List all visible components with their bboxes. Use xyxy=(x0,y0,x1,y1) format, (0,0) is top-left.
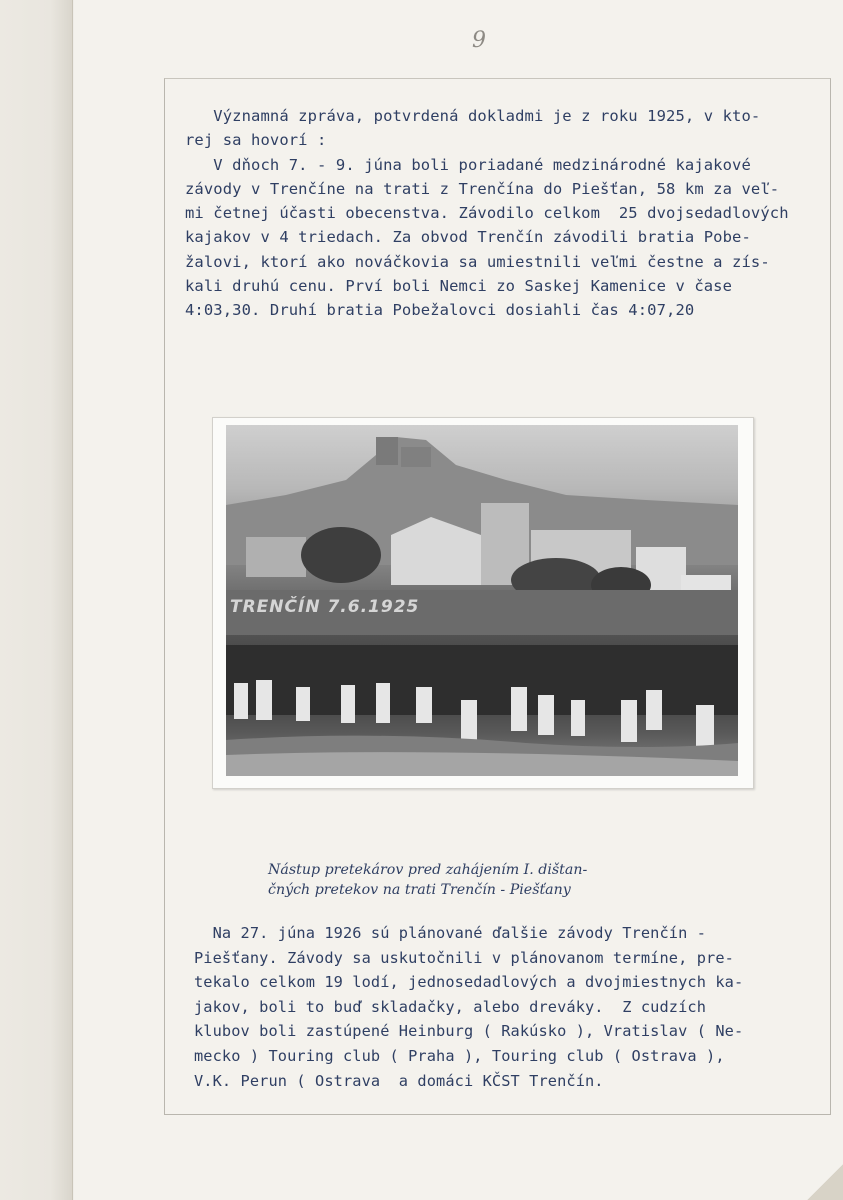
text-line: kali druhú cenu. Prví boli Nemci zo Saskej Kamenice v čase xyxy=(185,277,733,296)
text-line: Piešťany. Závody sa uskutočnili v plánovanom termíne, pre- xyxy=(194,948,734,967)
page-corner-tear xyxy=(807,1164,843,1200)
caption-line: čných pretekov na trati Trenčín - Piešťany xyxy=(268,882,571,898)
photo-caption xyxy=(268,860,688,900)
text-line: rej sa hovorí : xyxy=(185,131,327,150)
text-line: klubov boli zastúpené Heinburg ( Rakúsko ), Vratislav ( Ne- xyxy=(194,1022,744,1041)
left-page-edge xyxy=(0,0,73,1200)
text-line: Na 27. júna 1926 sú plánované ďalšie závody Trenčín - xyxy=(194,924,707,942)
text-line: 4:03,30. Druhí bratia Pobežalovci dosiahli čas 4:07,20 xyxy=(185,301,695,320)
text-line: žalovi, ktorí ako nováčkovia sa umiestnili veľmi čestne a zís- xyxy=(185,252,770,271)
text-line: závody v Trenčíne na trati z Trenčína do Piešťan, 58 km za veľ- xyxy=(185,179,780,198)
text-line: V dňoch 7. - 9. júna boli poriadané medzinárodné kajakové xyxy=(185,155,751,174)
page-number: 9 xyxy=(472,28,486,53)
text-line: tekalo celkom 19 lodí, jednosedadlových a dvojmiestnych ka- xyxy=(194,973,744,992)
text-line: Významná zpráva, potvrdená dokladmi je z roku 1925, v kto- xyxy=(185,107,761,125)
photo-inscription: TRENČÍN 7.6.1925 xyxy=(230,597,420,617)
paragraph-1926-race xyxy=(194,921,743,1093)
paragraph-1925-race xyxy=(185,104,789,323)
text-line: jakov, boli to buď skladačky, alebo dreváky. Z cudzích xyxy=(194,997,707,1016)
text-line: kajakov v 4 triedach. Za obvod Trenčín závodili bratia Pobe- xyxy=(185,228,751,247)
text-line: V.K. Perun ( Ostrava a domáci KČST Trenčín. xyxy=(194,1071,604,1090)
caption-line: Nástup pretekárov pred zahájením I. dištan- xyxy=(268,862,588,878)
text-line: mi četnej účasti obecenstva. Závodilo celkom 25 dvojsedadlových xyxy=(185,204,789,223)
text-line: mecko ) Touring club ( Praha ), Touring club ( Ostrava ), xyxy=(194,1046,725,1065)
